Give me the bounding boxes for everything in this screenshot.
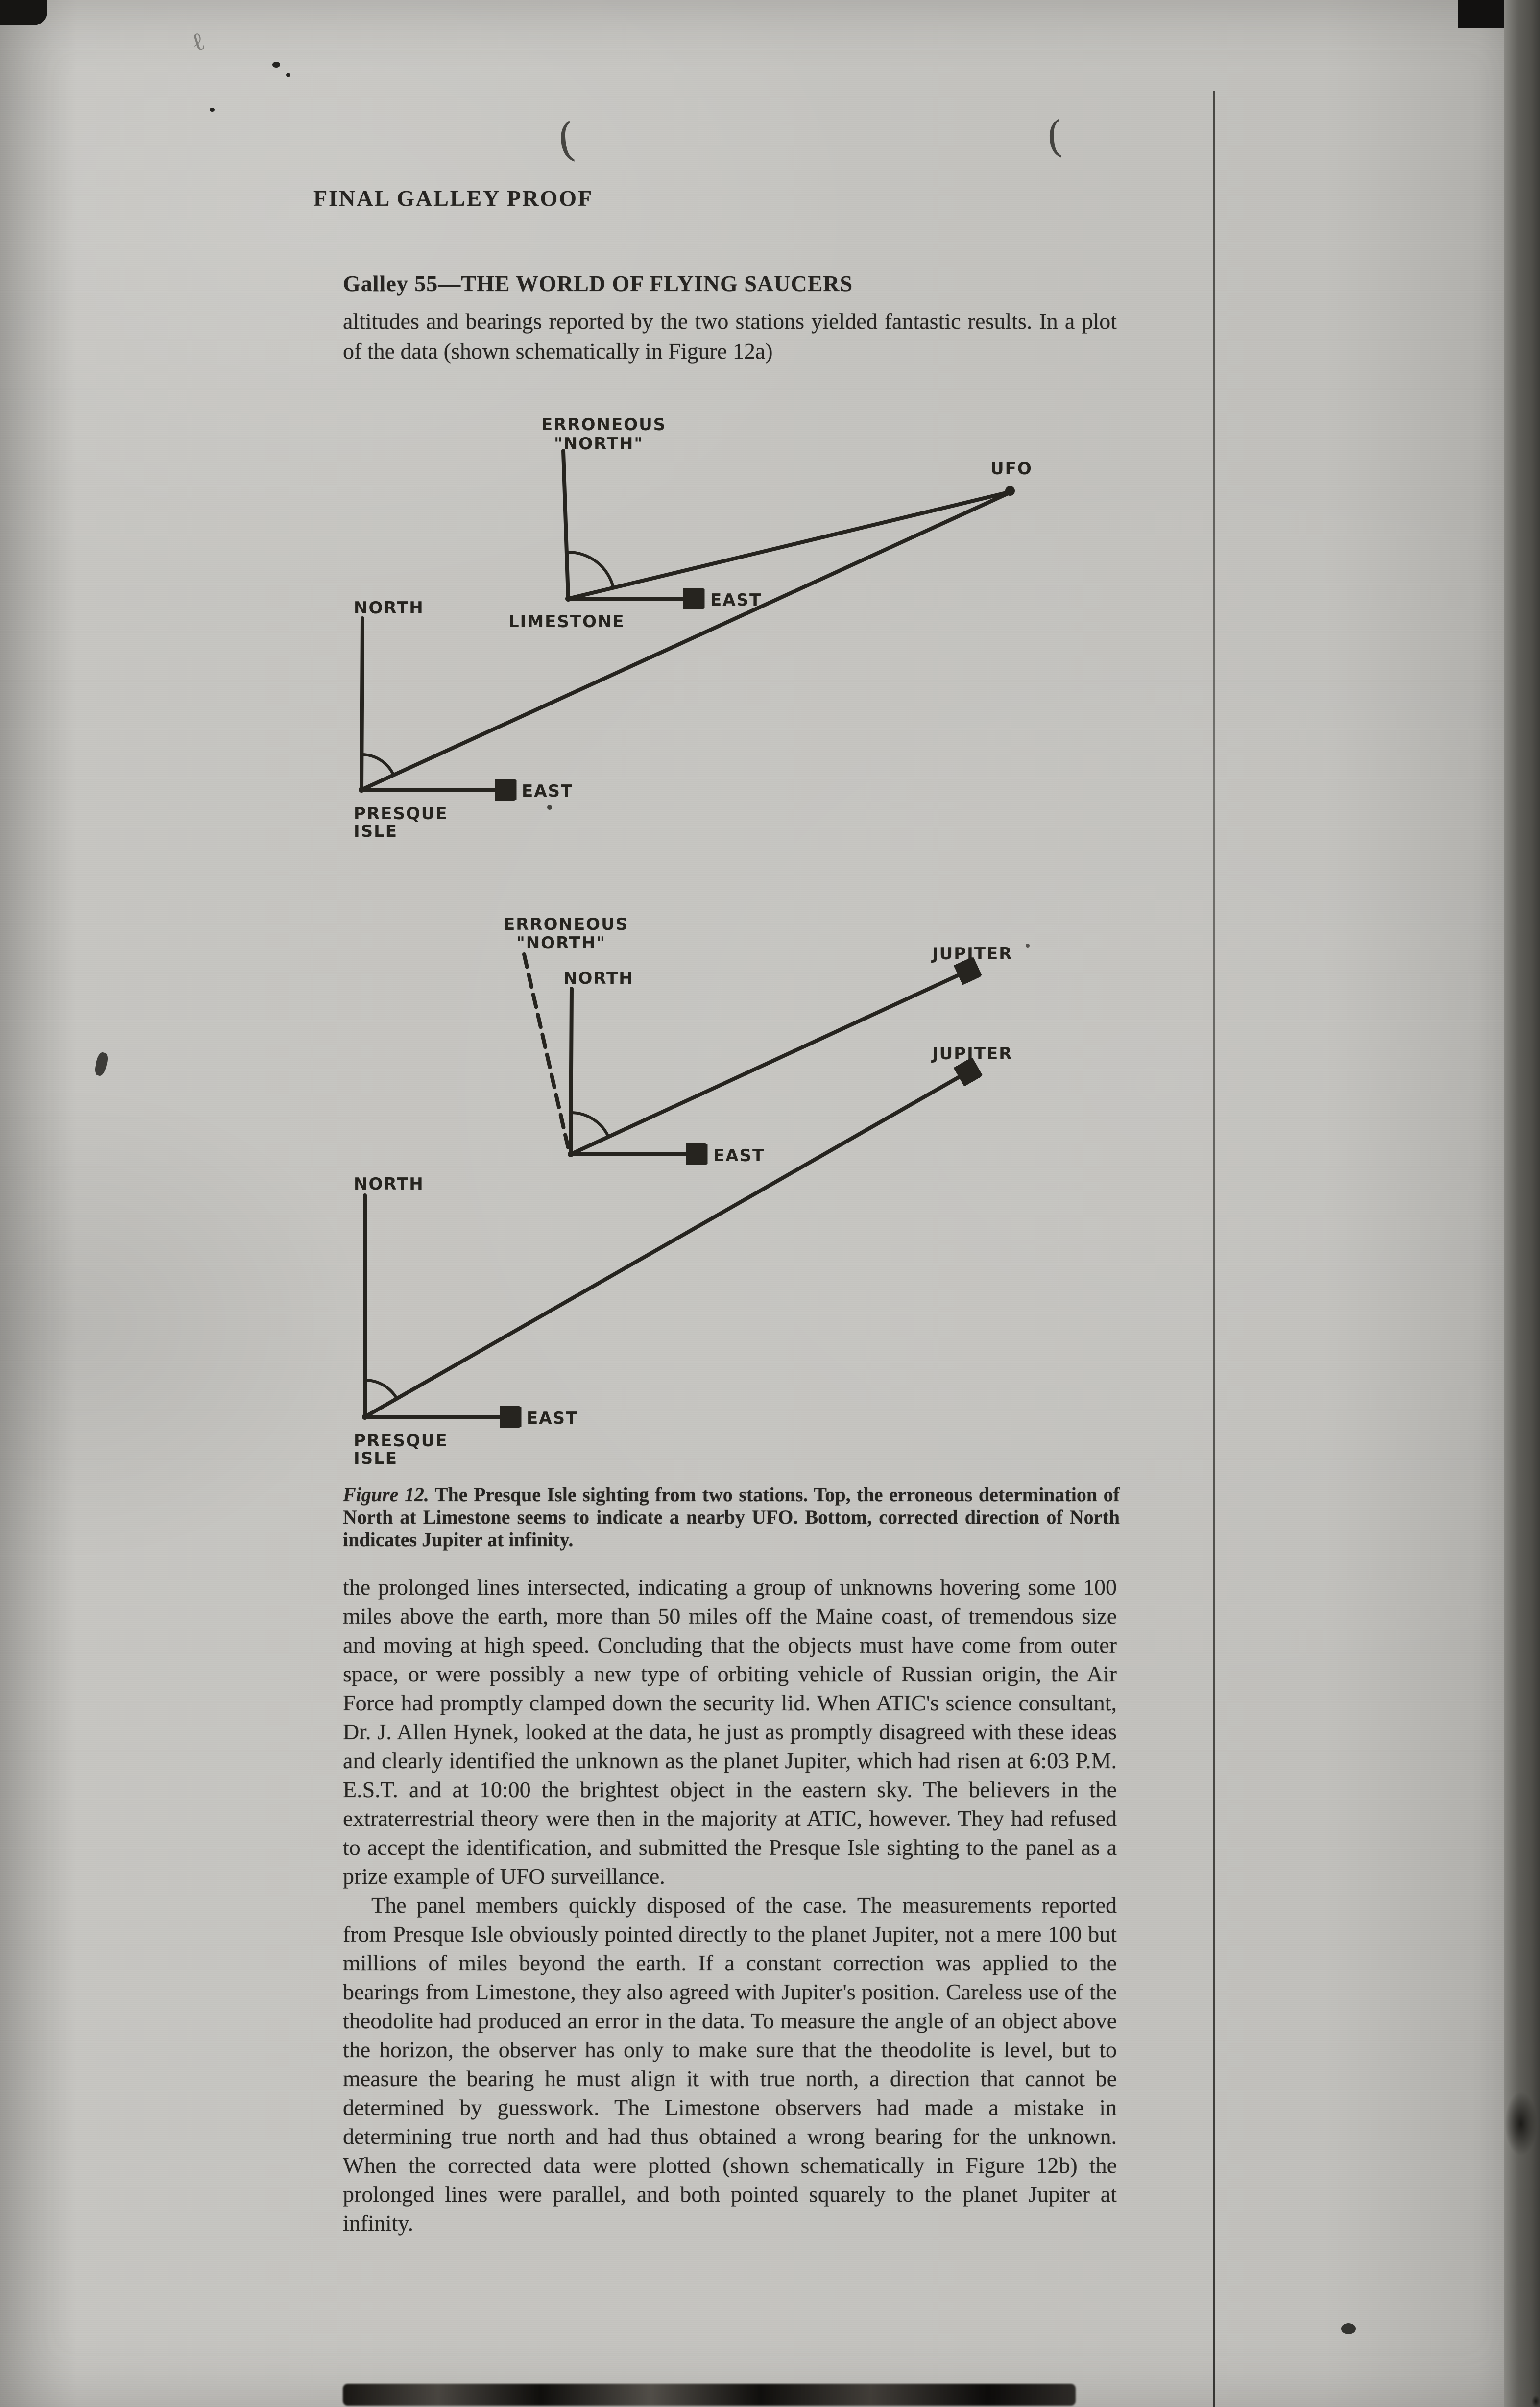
presque-label-line2: ISLE [354, 822, 398, 841]
presque-point [362, 1414, 368, 1420]
jupiter-lower-label: JUPITER [932, 1044, 1013, 1064]
intro-text: altitudes and bearings reported by the two stations yielded fantastic results. In a plot of the data (shown schematically in Figure 12a) [343, 309, 1117, 364]
smudged-overprinted-line [343, 2384, 1076, 2406]
figure-caption-label: Figure 12. [343, 1483, 429, 1506]
limestone-label: LIMESTONE [508, 612, 625, 632]
pencil-squiggle: ℓ [188, 26, 209, 58]
presque-point [359, 787, 364, 793]
scan-speck [210, 108, 215, 112]
presque-north-label: NORTH [354, 1174, 424, 1194]
scan-artifact [1498, 2348, 1540, 2407]
limestone-bearing-arc [567, 552, 614, 588]
presque-north-label: NORTH [354, 598, 424, 618]
presque-label-line1: PRESQUE [354, 1431, 448, 1451]
print-speck [547, 805, 552, 810]
figure-caption [343, 1483, 1120, 1551]
scan-edge-band [1504, 0, 1540, 2407]
scan-speck [272, 62, 280, 68]
galley-fold-line [1213, 91, 1215, 2407]
scan-corner-artifact [0, 0, 47, 25]
presque-bearing-arc [365, 1380, 397, 1399]
erroneous-label: ERRONEOUS [541, 415, 667, 435]
galley-title: Galley 55—THE WORLD OF FLYING SAUCERS [343, 271, 853, 296]
figure-caption-text: The Presque Isle sighting from two stations. Top, the erroneous determination of North at Limestone seems to indicate a nearby UFO. Bottom, corrected direction of North indicates Jupiter at infinity. [343, 1483, 1120, 1551]
ufo-label: UFO [990, 459, 1033, 479]
limestone-point [565, 596, 571, 602]
pen-mark-paren: ( [1044, 112, 1065, 163]
diagram-figure-12b [318, 906, 1053, 1494]
limestone-ufo-line [568, 493, 1006, 599]
scan-speck [1341, 2323, 1356, 2334]
limestone-east-label: EAST [710, 590, 762, 610]
body-text [343, 1573, 1117, 2237]
presque-east-label: EAST [527, 1409, 578, 1428]
print-speck [1026, 944, 1030, 948]
limestone-north-label: NORTH [563, 969, 634, 988]
presque-label-line2: ISLE [354, 1449, 398, 1468]
presque-north-line [361, 618, 362, 790]
scan-speck [94, 1051, 110, 1077]
jupiter-upper-label: JUPITER [932, 944, 1013, 964]
erroneous-label: ERRONEOUS [504, 915, 629, 934]
presque-ufo-line [361, 494, 1007, 790]
erroneous-north-line [563, 451, 568, 599]
limestone-north-line [571, 989, 572, 1154]
limestone-bearing-arc [571, 1113, 608, 1137]
scan-artifact [1505, 2092, 1537, 2156]
diagram-figure-12a [318, 402, 1053, 852]
presque-east-label: EAST [522, 781, 574, 801]
limestone-point [568, 1151, 574, 1157]
limestone-east-label: EAST [713, 1146, 765, 1166]
body-paragraph-2: The panel members quickly disposed of the case. The measurements reported from Presque Isle obviously pointed directly to the planet Jupiter, not a mere 100 but millions of miles beyond the earth. If a constant correction was applied to the bearings from Limestone, they also agreed with Jupiter's position. Careless use of the theodolite had produced an error in the data. To measure the angle of an object above the horizon, the observer has only to make sure that the theodolite is level, but to measure the bearing he must align it with true north, a direction that cannot be determined by guesswork. The Limestone observers had made a mistake in determining true north and had thus obtained a wrong bearing for the unknown. When the corrected data were plotted (shown schematically in Figure 12b) the prolonged lines were parallel, and both pointed squarely to the planet Jupiter at infinity. [343, 1893, 1117, 2236]
limestone-jupiter-arrow [571, 968, 975, 1154]
scan-speck [286, 73, 290, 77]
presque-bearing-arc [361, 754, 393, 775]
presque-label-line1: PRESQUE [354, 804, 448, 824]
presque-jupiter-arrow [365, 1068, 975, 1417]
pen-mark-paren: ( [554, 113, 578, 167]
body-paragraph-1: the prolonged lines intersected, indicating a group of unknowns hovering some 100 miles above the earth, more than 50 miles off the Maine coast, of tremendous size and moving at high speed. Concluding that the objects must have come from outer space, or were possibly a new type of orbiting vehicle of Russian origin, the Air Force had promptly clamped down the security lid. When ATIC's science consultant, Dr. J. Allen Hynek, looked at the data, he just as promptly disagreed with these ideas and clearly identified the unknown as the planet Jupiter, which had risen at 6:03 P.M. E.S.T. and at 10:00 the brightest object in the eastern sky. The believers in the extraterrestrial theory were then in the majority at ATIC, however. They had refused to accept the identification, and submitted the Presque Isle sighting to the panel as a prize example of UFO surveillance. [343, 1575, 1117, 1889]
erroneous-north-label: "NORTH" [516, 933, 606, 953]
erroneous-north-label: "NORTH" [554, 434, 644, 454]
proof-label: FINAL GALLEY PROOF [313, 186, 594, 211]
